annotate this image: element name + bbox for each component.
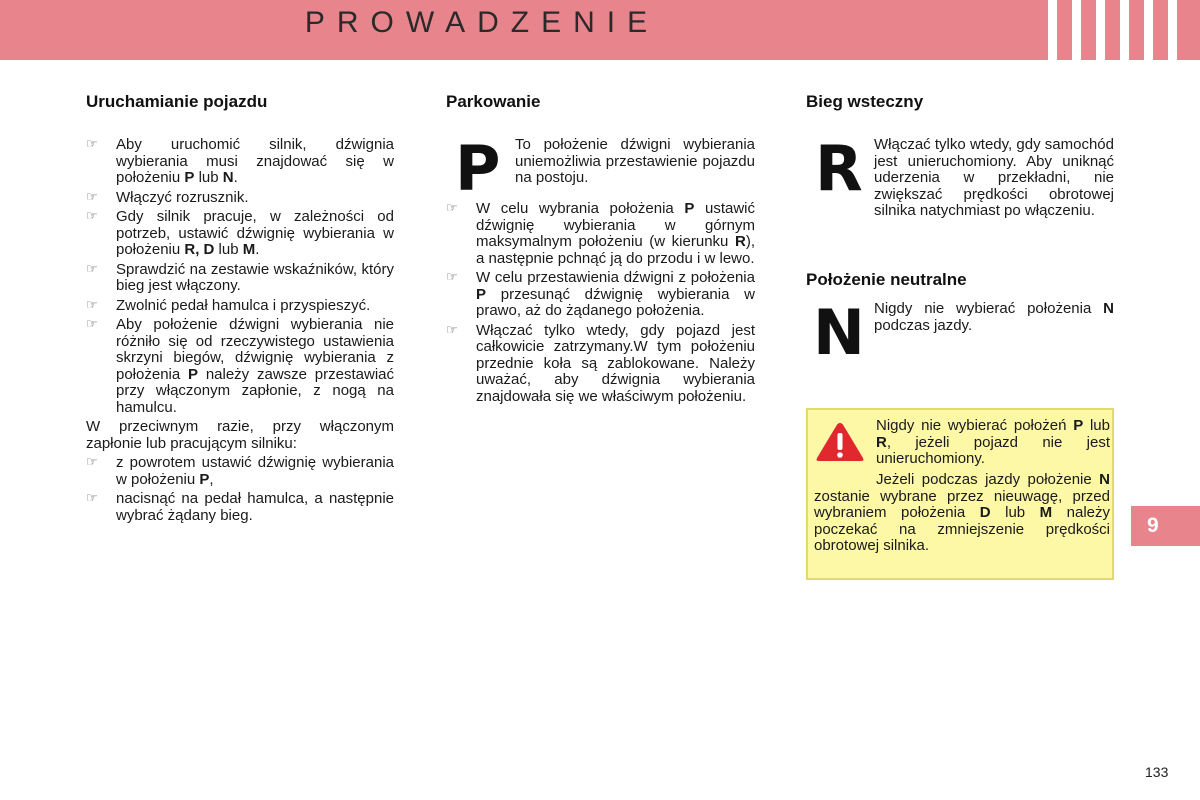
- bold-text: M: [242, 241, 256, 258]
- reverse-section: [874, 137, 1114, 223]
- pointing-hand-icon: ☞: [86, 296, 98, 312]
- section-heading-parking: Parkowanie: [446, 92, 541, 111]
- list-item: [86, 298, 394, 315]
- section-heading-reverse: Bieg wsteczny: [806, 92, 924, 111]
- text-segment: należy poczekać na zmniejszenie prędkości obrotowej silnika.: [814, 504, 1111, 554]
- pointing-hand-icon: ☞: [86, 136, 98, 151]
- list-item: [86, 209, 394, 259]
- parking-section: [446, 201, 755, 408]
- page-number: 133: [1145, 764, 1169, 780]
- parking-intro: [515, 137, 755, 190]
- text-segment: podczas jazdy.: [874, 316, 973, 334]
- pointing-hand-icon: ☞: [86, 188, 98, 204]
- text-segment: zostanie wybrane przez nieuwagę, przed wybraniem położenia: [814, 487, 1110, 521]
- warning-text-top: [876, 418, 1110, 471]
- text-segment: ), a następnie pchnąć ją do przodu i w lewo.: [476, 233, 755, 267]
- pointing-hand-icon: ☞: [446, 321, 458, 337]
- bold-text: D: [979, 504, 991, 521]
- rich-list: [86, 137, 394, 416]
- header-stripe: [1048, 0, 1057, 60]
- warning-text-bottom: [814, 472, 1110, 558]
- text-segment: lub: [1083, 417, 1110, 434]
- header-stripe: [1168, 0, 1177, 60]
- text-segment: nacisnąć na pedał hamulca, a następnie wybrać żądany bieg.: [116, 490, 394, 524]
- pointing-hand-icon: ☞: [446, 200, 458, 215]
- text-segment: lub: [214, 241, 243, 258]
- list-item: [446, 270, 755, 320]
- list-item: [446, 201, 755, 267]
- text-segment: ,: [209, 470, 214, 488]
- header-stripe: [1144, 0, 1153, 60]
- text-segment: Nigdy nie wybierać położenia: [874, 300, 1104, 317]
- chapter-tab: 9: [1131, 506, 1200, 546]
- section-heading-starting: Uruchamianie pojazdu: [86, 92, 268, 111]
- bold-text: M: [1039, 504, 1053, 521]
- text-segment: Gdy silnik pracuje, w zależności od potrzeb, ustawić dźwignię wybierania w położeniu: [116, 208, 394, 258]
- text-segment: Włączać tylko wtedy, gdy pojazd jest całkowicie zatrzymany.W tym położeniu przednie koła są zablokowane. Należy uważać, aby dźwignia wybierania znajdowała się we właściwym położeniu.: [476, 321, 755, 405]
- list-item: [86, 317, 394, 416]
- rich-paragraph: [814, 472, 1110, 555]
- reverse-text: Włączać tylko wtedy, gdy samochód jest unieruchomiony. Aby uniknąć uderzenia w przekładni, nie zwiększać prędkości obrotowej silnika natychmiast po włączeniu.: [874, 136, 1114, 219]
- rich-paragraph: [876, 418, 1110, 468]
- text-segment: ustawić dźwignię wybierania w górnym maksymalnym położeniu (w kierunku: [476, 200, 756, 250]
- gear-n-icon: N: [813, 296, 865, 369]
- chapter-title: PROWADZENIE: [304, 6, 660, 39]
- header-stripe: [1072, 0, 1081, 60]
- header-stripe: [1096, 0, 1105, 60]
- text-segment: przesunąć dźwignię wybierania w prawo, aż do żądanego położenia.: [476, 285, 755, 319]
- text-segment: .: [233, 169, 238, 186]
- text-segment: Jeżeli podczas jazdy położenie: [876, 471, 1100, 488]
- bold-text: R: [734, 233, 746, 250]
- pointing-hand-icon: ☞: [86, 260, 98, 276]
- text-segment: Aby położenie dźwigni wybierania nie różniło się od rzeczywistego ustawienia skrzyni biegów, dźwignię wybierania z położenia: [116, 316, 394, 383]
- bold-text: R, D: [184, 241, 215, 258]
- pointing-hand-icon: ☞: [86, 316, 98, 331]
- text-segment: lub: [194, 169, 223, 186]
- list-item: [86, 190, 394, 207]
- text-segment: Zwolnić pedał hamulca i przyspieszyć.: [116, 296, 371, 314]
- bold-text: P: [1073, 417, 1084, 434]
- neutral-section: [874, 301, 1114, 337]
- pointing-hand-icon: ☞: [446, 269, 458, 284]
- text-segment: W celu przestawienia dźwigni z położenia: [476, 269, 755, 286]
- bold-text: N: [222, 169, 234, 186]
- text-segment: z powrotem ustawić dźwignię wybierania w położeniu: [116, 454, 394, 488]
- text-segment: lub: [990, 504, 1040, 521]
- header-stripe: [1120, 0, 1129, 60]
- text-segment: , jeżeli pojazd nie jest unieruchomiony.: [876, 433, 1110, 467]
- starting-section: [86, 137, 394, 527]
- list-item: [446, 323, 755, 406]
- pointing-hand-icon: ☞: [86, 490, 98, 505]
- text-segment: Włączyć rozrusznik.: [116, 188, 249, 206]
- rich-list: [446, 201, 755, 405]
- bold-text: P: [199, 470, 210, 488]
- gear-r-icon: R: [815, 132, 863, 205]
- list-item: [86, 137, 394, 187]
- warning-box: [806, 408, 1114, 580]
- bold-text: P: [684, 200, 695, 217]
- bold-text: P: [188, 365, 199, 383]
- rich-list: [86, 455, 394, 524]
- text-segment: Nigdy nie wybierać położeń: [876, 417, 1074, 434]
- rich-paragraph: W przeciwnym razie, przy włączonym zapłonie lub pracującym silniku:: [86, 418, 394, 452]
- gear-p-icon: P: [455, 132, 501, 205]
- list-item: [86, 455, 394, 488]
- rich-paragraph: [874, 301, 1114, 334]
- bold-text: P: [476, 285, 487, 303]
- list-item: [86, 491, 394, 524]
- text-segment: Aby uruchomić silnik, dźwignia wybierania musi znajdować się w położeniu: [116, 136, 394, 186]
- parking-intro-text: To położenie dźwigni wybierania uniemożliwia przestawienie pojazdu na postoju.: [515, 136, 755, 186]
- text-segment: .: [255, 241, 260, 258]
- page-header: [0, 0, 1200, 60]
- text-segment: W celu wybrania położenia: [476, 200, 685, 217]
- pointing-hand-icon: ☞: [86, 208, 98, 223]
- pointing-hand-icon: ☞: [86, 454, 98, 469]
- bold-text: N: [1103, 300, 1114, 317]
- warning-triangle-icon: [814, 420, 866, 464]
- text-segment: należy zawsze przestawiać przy włączonym zapłonie, z nogą na hamulcu.: [116, 365, 394, 416]
- section-heading-neutral: Położenie neutralne: [806, 270, 967, 289]
- text-segment: Sprawdzić na zestawie wskaźników, który bieg jest włączony.: [116, 260, 394, 294]
- bold-text: N: [1099, 471, 1110, 488]
- bold-text: P: [184, 169, 195, 186]
- list-item: [86, 262, 394, 295]
- bold-text: R: [876, 433, 887, 451]
